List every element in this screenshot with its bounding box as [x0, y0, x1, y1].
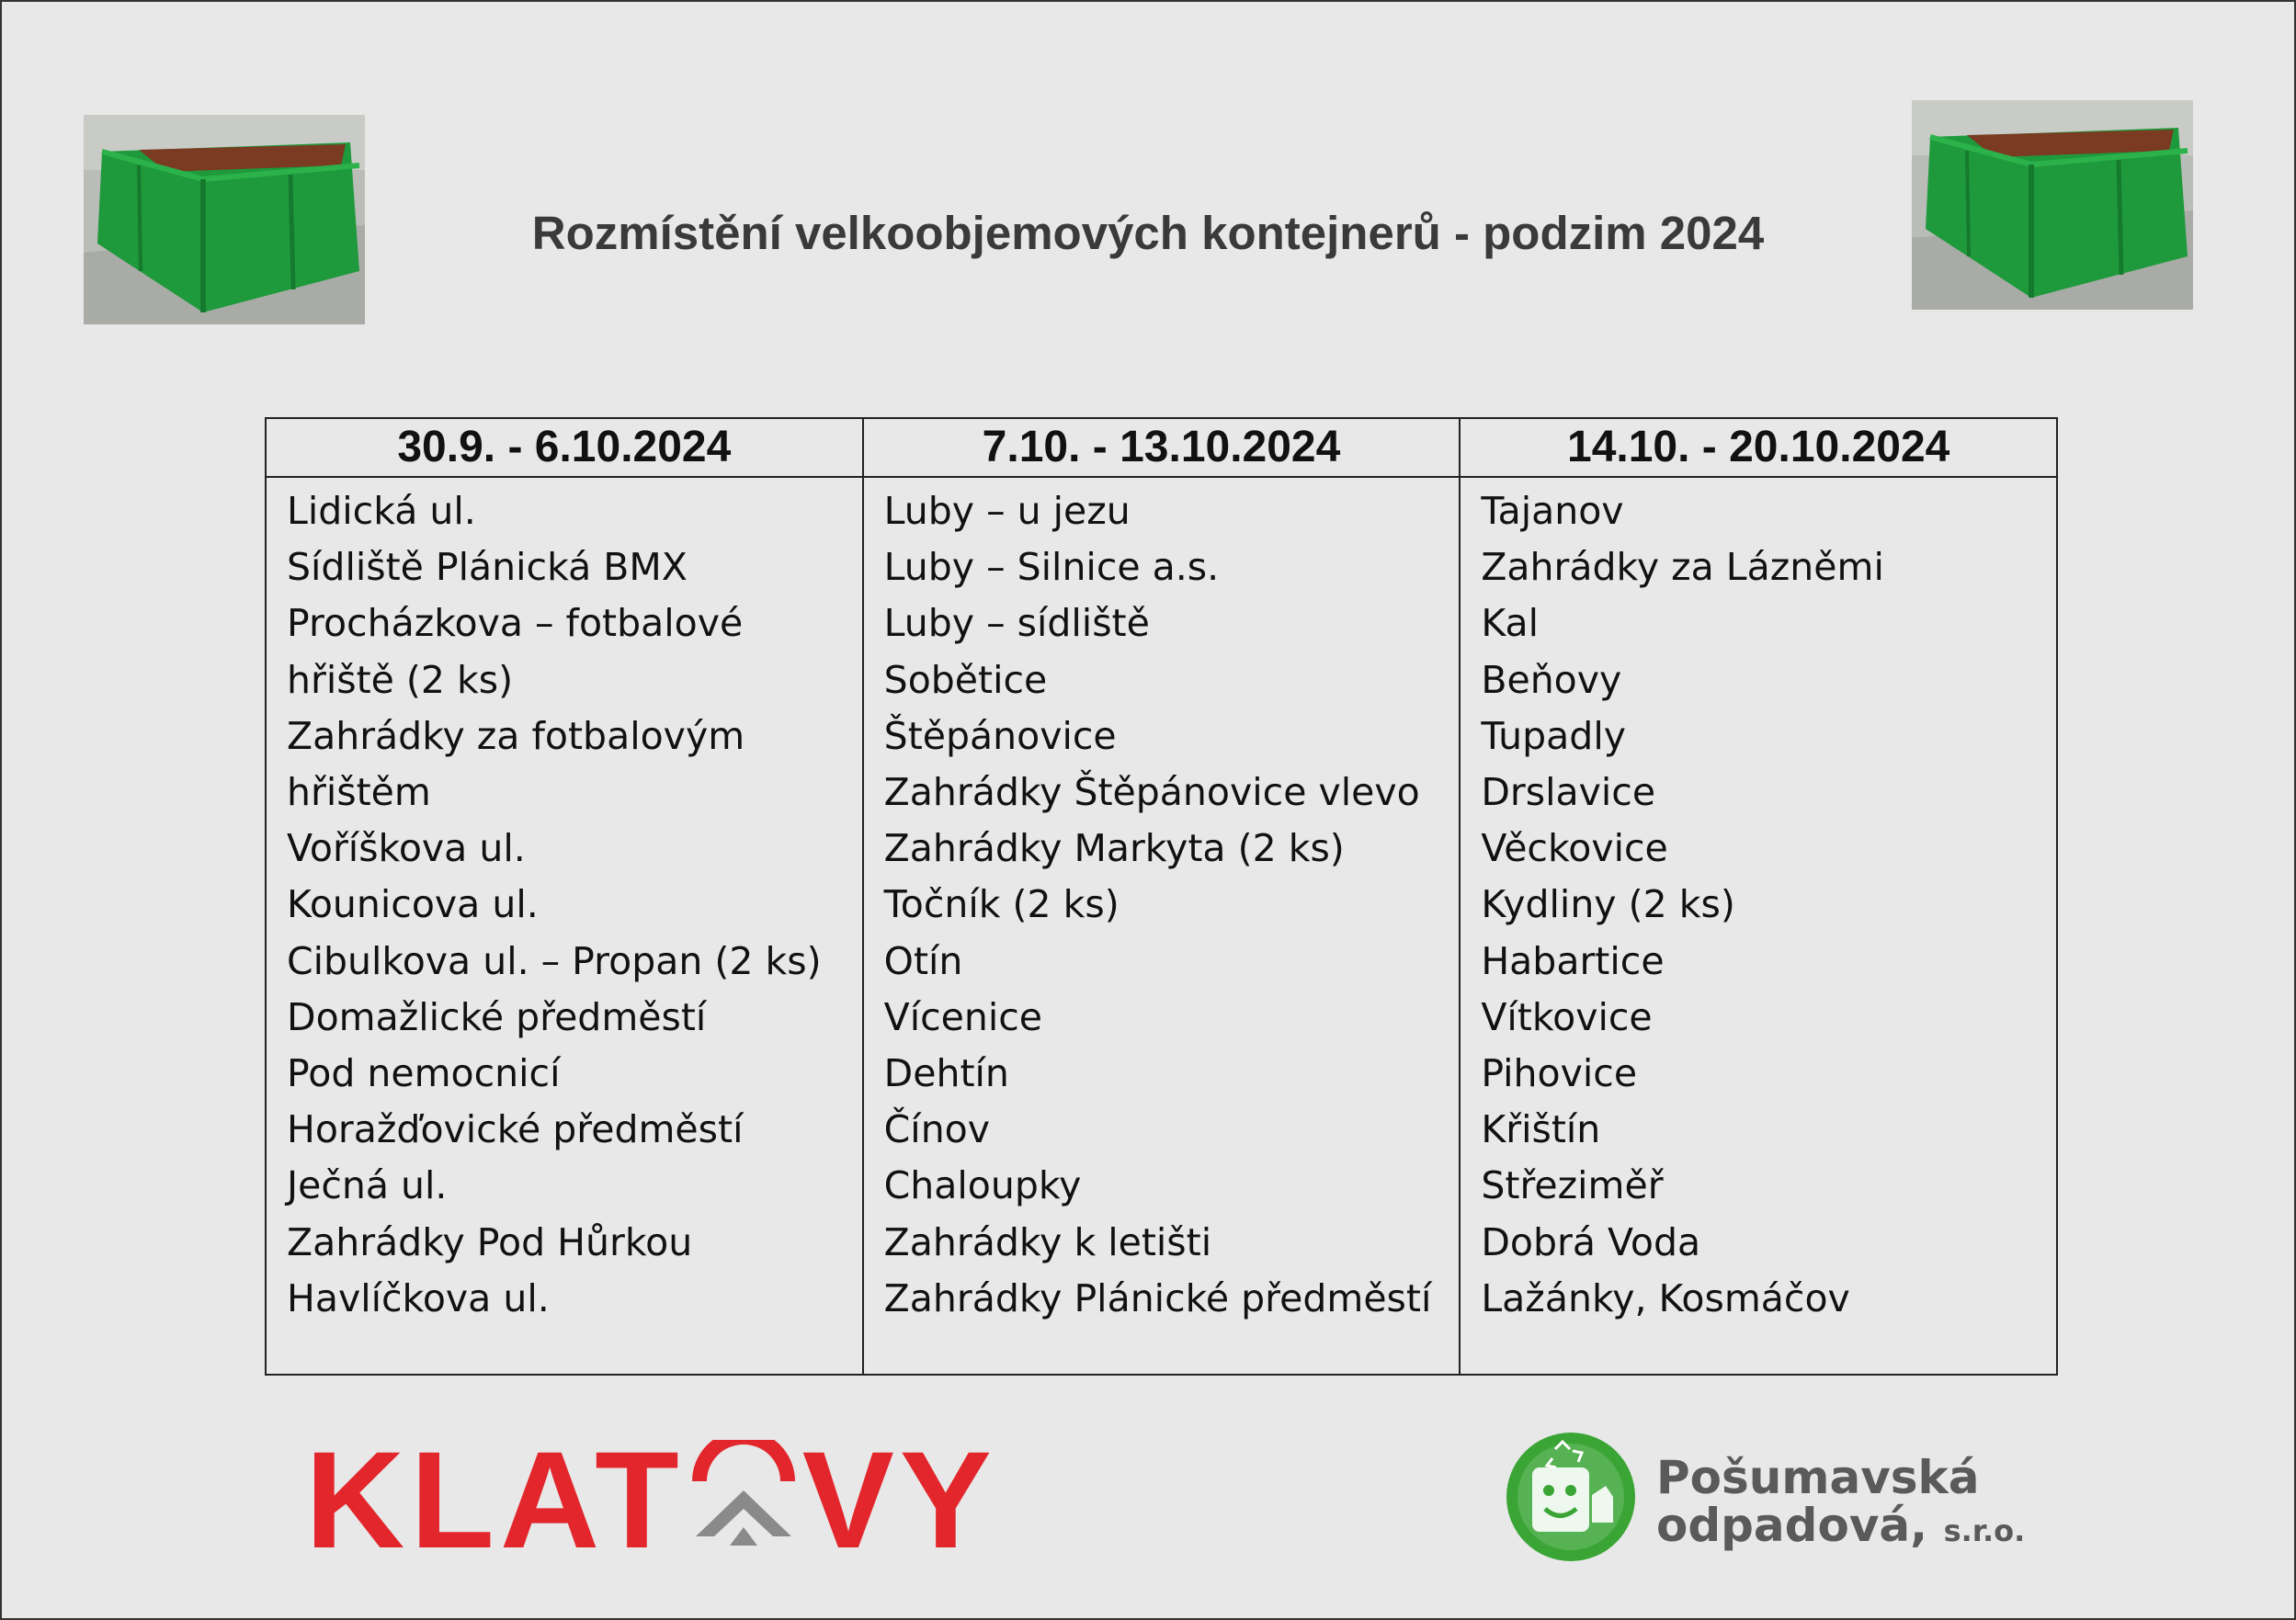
list-item: Zahrádky za Lázněmi: [1481, 545, 1884, 590]
list-item: Vítkovice: [1481, 994, 1653, 1039]
week-header: 7.10. - 13.10.2024: [864, 419, 1460, 478]
list-item: Luby – u jezu: [883, 489, 1131, 533]
location-list: [267, 478, 862, 1327]
list-item: Chaloupky: [883, 1163, 1082, 1208]
list-item: Zahrádky Markyta (2 ks): [883, 826, 1345, 871]
klatovy-logo-left: KLAT: [305, 1422, 685, 1577]
list-item: Procházkova – fotbalové hřiště (2 ks): [287, 601, 744, 702]
list-item: Kydliny (2 ks): [1481, 882, 1735, 927]
list-item: Horažďovické předměstí: [287, 1107, 744, 1152]
list-item: Luby – Silnice a.s.: [883, 545, 1220, 590]
list-item: Vícenice: [883, 994, 1043, 1039]
list-item: Domažlické předměstí: [287, 994, 707, 1039]
list-item: Kounicova ul.: [287, 882, 539, 927]
list-item: Drslavice: [1481, 770, 1656, 815]
list-item: Zahrádky za fotbalovým hřištěm: [287, 713, 745, 815]
location-list: [864, 478, 1460, 1327]
list-item: Křištín: [1481, 1107, 1601, 1152]
list-item: Sobětice: [883, 657, 1048, 702]
list-item: Zahrádky Štěpánovice vlevo: [883, 770, 1420, 815]
list-item: Tupadly: [1481, 713, 1626, 758]
list-item: Dobrá Voda: [1481, 1219, 1701, 1264]
list-item: Voříškova ul.: [287, 826, 526, 871]
list-item: Zahrádky Pod Hůrkou: [287, 1219, 693, 1264]
list-item: Cibulkova ul. – Propan (2 ks): [287, 938, 822, 983]
list-item: Ječná ul.: [287, 1163, 448, 1208]
list-item: Beňovy: [1481, 657, 1622, 702]
company-name-line2: [1656, 1501, 2025, 1555]
list-item: Kal: [1481, 601, 1540, 646]
list-item: Točník (2 ks): [883, 882, 1120, 927]
list-item: Zahrádky k letišti: [883, 1219, 1212, 1264]
list-item: Střeziměř: [1481, 1163, 1664, 1208]
week-header: 30.9. - 6.10.2024: [267, 419, 862, 478]
list-item: Dehtín: [883, 1051, 1009, 1096]
list-item: Havlíčkova ul.: [287, 1275, 550, 1320]
week-column-3: [1461, 419, 2056, 1374]
list-item: Pihovice: [1481, 1051, 1638, 1096]
location-list: [1461, 478, 2056, 1327]
list-item: Luby – sídliště: [883, 601, 1150, 646]
klatovy-logo: [305, 1422, 997, 1577]
week-column-2: [864, 419, 1461, 1374]
company-name: [1656, 1451, 2026, 1555]
list-item: Věckovice: [1481, 826, 1668, 871]
list-item: Lidická ul.: [287, 489, 476, 533]
klatovy-o-mark-icon: [688, 1440, 799, 1559]
company-name-odpadova: odpadová,: [1656, 1499, 1928, 1552]
list-item: Pod nemocnicí: [287, 1051, 561, 1096]
list-item: Štěpánovice: [883, 713, 1117, 758]
list-item: Tajanov: [1481, 489, 1624, 533]
list-item: Zahrádky Plánické předměstí: [883, 1275, 1432, 1320]
week-column-1: [267, 419, 864, 1374]
container-photo-right: [1912, 100, 2193, 310]
company-mascot-icon: [1505, 1431, 1638, 1564]
list-item: Lažánky, Kosmáčov: [1481, 1275, 1850, 1320]
company-suffix: s.r.o.: [1943, 1513, 2026, 1548]
list-item: Otín: [883, 938, 963, 983]
schedule-table: [265, 417, 2058, 1376]
list-item: Sídliště Plánická BMX: [287, 545, 688, 590]
list-item: Čínov: [883, 1107, 991, 1152]
list-item: Habartice: [1481, 938, 1665, 983]
klatovy-logo-right: VY: [801, 1422, 997, 1577]
week-header: 14.10. - 20.10.2024: [1461, 419, 2056, 478]
page-title: Rozmístění velkoobjemových kontejnerů - podzim 2024: [531, 207, 1765, 259]
company-name-line1: Pošumavská: [1656, 1451, 1980, 1504]
